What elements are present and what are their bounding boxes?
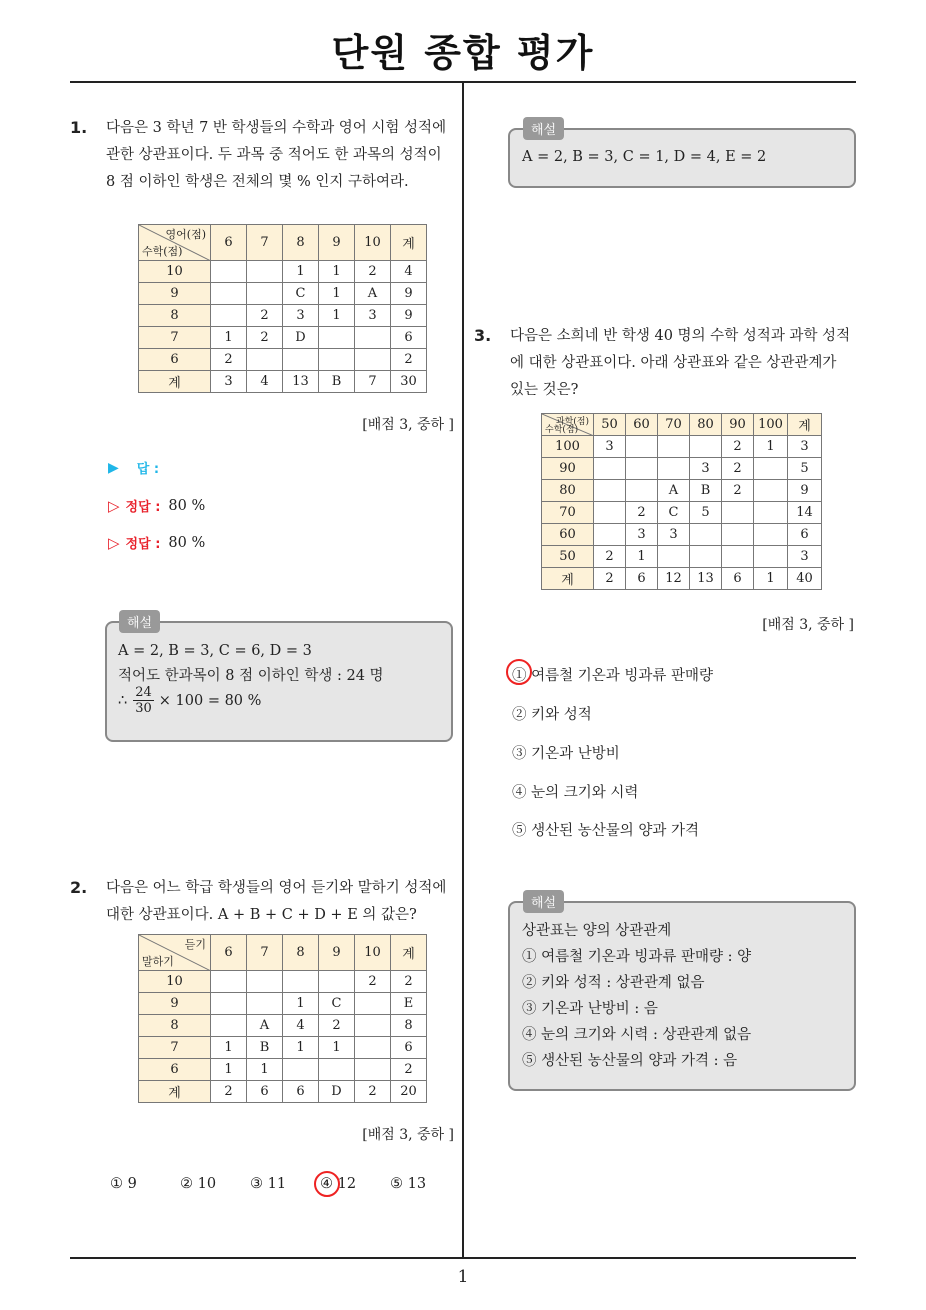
table-row bbox=[139, 283, 427, 305]
table-row bbox=[542, 546, 822, 568]
row-header: 8 bbox=[139, 305, 211, 327]
explanation-tag: 해설 bbox=[523, 890, 564, 913]
correlation-table bbox=[138, 224, 427, 393]
column-header: 9 bbox=[319, 225, 355, 261]
table-cell: 2 bbox=[391, 971, 427, 993]
correct-answer-row bbox=[108, 533, 205, 552]
table-cell: 12 bbox=[658, 568, 690, 590]
table-row bbox=[542, 480, 822, 502]
explanation-tag: 해설 bbox=[119, 610, 160, 633]
table-cell bbox=[247, 971, 283, 993]
choice-option[interactable]: ① 9 bbox=[110, 1176, 137, 1192]
table-cell: 3 bbox=[788, 546, 822, 568]
question-number: 3. bbox=[474, 326, 492, 345]
selected-circle-mark bbox=[314, 1171, 340, 1197]
table-cell: 30 bbox=[391, 371, 427, 393]
row-header: 7 bbox=[139, 1037, 211, 1059]
table-cell: 2 bbox=[722, 436, 754, 458]
page-number: 1 bbox=[457, 1267, 469, 1287]
correlation-table bbox=[138, 934, 427, 1103]
table-cell: 3 bbox=[355, 305, 391, 327]
table-cell: 3 bbox=[788, 436, 822, 458]
table-row bbox=[542, 568, 822, 590]
correct-value: 80 % bbox=[168, 534, 206, 551]
table-cell: 6 bbox=[283, 1081, 319, 1103]
table-cell: 6 bbox=[722, 568, 754, 590]
table-cell: E bbox=[391, 993, 427, 1015]
row-header: 8 bbox=[139, 1015, 211, 1037]
table-row bbox=[139, 305, 427, 327]
column-header: 9 bbox=[319, 935, 355, 971]
row-header: 70 bbox=[542, 502, 594, 524]
table-cell bbox=[355, 1037, 391, 1059]
table-cell bbox=[754, 524, 788, 546]
row-header: 60 bbox=[542, 524, 594, 546]
choice-option[interactable]: ④ 눈의 크기와 시력 bbox=[512, 785, 639, 801]
table-cell bbox=[626, 436, 658, 458]
table-cell: 2 bbox=[722, 458, 754, 480]
explanation-line: ① 여름철 기온과 빙과류 판매량 : 양 bbox=[522, 949, 752, 965]
table-cell: 2 bbox=[247, 327, 283, 349]
table-cell: A bbox=[658, 480, 690, 502]
column-header: 8 bbox=[283, 225, 319, 261]
table-cell: 2 bbox=[211, 349, 247, 371]
table-cell: 2 bbox=[355, 261, 391, 283]
question-text bbox=[510, 323, 860, 404]
table-cell: 6 bbox=[247, 1081, 283, 1103]
corner-top-label: 영어(점) bbox=[165, 228, 206, 241]
column-header: 90 bbox=[722, 414, 754, 436]
table-cell: C bbox=[658, 502, 690, 524]
table-cell bbox=[283, 1059, 319, 1081]
table-row bbox=[139, 1015, 427, 1037]
table-cell bbox=[594, 502, 626, 524]
table-cell bbox=[658, 458, 690, 480]
table-cell bbox=[211, 283, 247, 305]
row-header: 7 bbox=[139, 327, 211, 349]
table-cell: 9 bbox=[391, 283, 427, 305]
table-row bbox=[139, 971, 427, 993]
question-line: 관한 상관표이다. 두 과목 중 적어도 한 과목의 성적이 bbox=[106, 147, 442, 163]
table-cell: 7 bbox=[355, 371, 391, 393]
table-cell: B bbox=[319, 371, 355, 393]
table-cell: 1 bbox=[319, 1037, 355, 1059]
table-cell bbox=[319, 349, 355, 371]
answer-row bbox=[108, 458, 159, 477]
table-cell: C bbox=[283, 283, 319, 305]
row-header: 9 bbox=[139, 283, 211, 305]
therefore-symbol: ∴ bbox=[118, 692, 128, 709]
table-cell: B bbox=[247, 1037, 283, 1059]
table-cell: D bbox=[319, 1081, 355, 1103]
explanation-line: ② 키와 성적 : 상관관계 없음 bbox=[522, 975, 705, 991]
fraction-denominator: 30 bbox=[135, 701, 152, 716]
score-label: [배점 3, 중하 ] bbox=[362, 417, 454, 433]
table-cell: 2 bbox=[355, 971, 391, 993]
table-cell bbox=[355, 349, 391, 371]
table-cell bbox=[355, 1015, 391, 1037]
score-label: [배점 3, 중하 ] bbox=[762, 617, 854, 633]
column-header: 8 bbox=[283, 935, 319, 971]
table-row bbox=[542, 436, 822, 458]
row-header: 10 bbox=[139, 261, 211, 283]
table-cell bbox=[355, 327, 391, 349]
question-text bbox=[106, 115, 456, 196]
column-header: 100 bbox=[754, 414, 788, 436]
table-cell: 1 bbox=[626, 546, 658, 568]
table-cell: 3 bbox=[594, 436, 626, 458]
corner-bottom-label: 수학(점) bbox=[545, 425, 579, 435]
page-title: 단원 종합 평가 bbox=[331, 31, 595, 75]
table-cell bbox=[754, 458, 788, 480]
table-cell bbox=[247, 993, 283, 1015]
table-cell bbox=[247, 283, 283, 305]
table-cell bbox=[722, 546, 754, 568]
answer-label: 답 : bbox=[136, 462, 160, 477]
row-header: 계 bbox=[139, 371, 211, 393]
correct-answer-row bbox=[108, 496, 205, 515]
table-cell: 9 bbox=[391, 305, 427, 327]
table-cell: A bbox=[355, 283, 391, 305]
explanation-line: ⑤ 생산된 농산물의 양과 가격 : 음 bbox=[522, 1053, 738, 1069]
question-line: 8 점 이하인 학생은 전체의 몇 % 인지 구하여라. bbox=[106, 174, 409, 190]
table-cell bbox=[690, 524, 722, 546]
table-cell bbox=[690, 436, 722, 458]
table-cell: 6 bbox=[626, 568, 658, 590]
column-header: 7 bbox=[247, 935, 283, 971]
choice-option[interactable]: ⑤ 13 bbox=[390, 1176, 427, 1192]
table-cell bbox=[283, 971, 319, 993]
row-header: 100 bbox=[542, 436, 594, 458]
table-cell: 9 bbox=[788, 480, 822, 502]
table-row bbox=[139, 1081, 427, 1103]
explanation-body bbox=[522, 918, 751, 1074]
table-cell: 1 bbox=[211, 1037, 247, 1059]
table-row bbox=[139, 1059, 427, 1081]
column-header: 60 bbox=[626, 414, 658, 436]
row-header: 6 bbox=[139, 349, 211, 371]
table-corner bbox=[139, 225, 211, 261]
table-cell: 13 bbox=[283, 371, 319, 393]
table-cell: 1 bbox=[754, 436, 788, 458]
table-cell bbox=[211, 993, 247, 1015]
table-cell bbox=[211, 261, 247, 283]
explanation-line: 적어도 한과목이 8 점 이하인 학생 : 24 명 bbox=[118, 668, 384, 684]
table-cell bbox=[211, 1015, 247, 1037]
table-cell bbox=[754, 502, 788, 524]
choice-option[interactable]: ② 10 bbox=[180, 1176, 217, 1192]
column-header: 10 bbox=[355, 225, 391, 261]
choice-option[interactable]: ⑤ 생산된 농산물의 양과 가격 bbox=[512, 823, 700, 839]
table-cell bbox=[319, 971, 355, 993]
table-cell bbox=[594, 480, 626, 502]
column-header: 80 bbox=[690, 414, 722, 436]
correct-label: 정답 : bbox=[125, 500, 161, 515]
table-cell bbox=[247, 261, 283, 283]
table-cell: 1 bbox=[319, 283, 355, 305]
table-cell: 6 bbox=[391, 1037, 427, 1059]
table-cell: 8 bbox=[391, 1015, 427, 1037]
table-cell: 3 bbox=[690, 458, 722, 480]
column-header: 10 bbox=[355, 935, 391, 971]
table-row bbox=[542, 458, 822, 480]
table-cell bbox=[211, 971, 247, 993]
table-cell: 1 bbox=[247, 1059, 283, 1081]
fraction-numerator: 24 bbox=[135, 685, 152, 700]
table-cell: 2 bbox=[594, 546, 626, 568]
table-cell: 5 bbox=[690, 502, 722, 524]
question-line: 대한 상관표이다. A + B + C + D + E 의 값은? bbox=[106, 907, 417, 923]
explanation-line: ③ 기온과 난방비 : 음 bbox=[522, 1001, 658, 1017]
table-cell: 1 bbox=[283, 261, 319, 283]
table-cell bbox=[319, 1059, 355, 1081]
corner-top-label: 듣기 bbox=[184, 938, 206, 951]
correct-label: 정답 : bbox=[125, 537, 161, 552]
table-cell bbox=[355, 993, 391, 1015]
table-cell: 3 bbox=[658, 524, 690, 546]
question-line: 다음은 소희네 반 학생 40 명의 수학 성적과 과학 성적 bbox=[510, 328, 851, 344]
table-cell: 20 bbox=[391, 1081, 427, 1103]
table-cell bbox=[754, 480, 788, 502]
choice-option[interactable]: ① 여름철 기온과 빙과류 판매량 bbox=[512, 668, 714, 684]
question-line: 에 대한 상관표이다. 아래 상관표와 같은 상관관계가 bbox=[510, 355, 837, 371]
table-cell: 2 bbox=[722, 480, 754, 502]
table-cell bbox=[722, 524, 754, 546]
table-cell bbox=[355, 1059, 391, 1081]
correct-value: 80 % bbox=[168, 497, 206, 514]
table-cell bbox=[722, 502, 754, 524]
table-cell: 3 bbox=[283, 305, 319, 327]
table-cell: 40 bbox=[788, 568, 822, 590]
table-row bbox=[542, 502, 822, 524]
row-header: 50 bbox=[542, 546, 594, 568]
choice-option[interactable]: ③ 기온과 난방비 bbox=[512, 746, 620, 762]
row-header: 9 bbox=[139, 993, 211, 1015]
table-cell: 1 bbox=[319, 305, 355, 327]
bottom-rule bbox=[70, 1257, 856, 1259]
corner-bottom-label: 수학(점) bbox=[142, 245, 183, 258]
table-cell: 1 bbox=[319, 261, 355, 283]
question-line: 있는 것은? bbox=[510, 382, 579, 398]
explanation-tag: 해설 bbox=[523, 117, 564, 140]
column-header: 7 bbox=[247, 225, 283, 261]
table-cell: 6 bbox=[788, 524, 822, 546]
table-cell: 2 bbox=[211, 1081, 247, 1103]
question-line: 다음은 3 학년 7 반 학생들의 수학과 영어 시험 성적에 bbox=[106, 120, 447, 136]
table-cell: 2 bbox=[391, 1059, 427, 1081]
correlation-table bbox=[541, 413, 822, 590]
row-header: 90 bbox=[542, 458, 594, 480]
outline-arrow-icon: ▷ bbox=[108, 496, 120, 515]
table-cell: 2 bbox=[319, 1015, 355, 1037]
table-cell: 4 bbox=[391, 261, 427, 283]
question-number: 2. bbox=[70, 878, 88, 897]
explanation-line: 상관표는 양의 상관관계 bbox=[522, 923, 672, 939]
table-cell: 3 bbox=[626, 524, 658, 546]
explanation-formula bbox=[118, 685, 261, 716]
table-row bbox=[139, 1037, 427, 1059]
question-text bbox=[106, 875, 456, 929]
choice-option[interactable]: ② 키와 성적 bbox=[512, 707, 592, 723]
table-cell: 2 bbox=[355, 1081, 391, 1103]
table-cell: 2 bbox=[391, 349, 427, 371]
play-arrow-icon: ▶ bbox=[108, 459, 119, 476]
table-cell: 1 bbox=[283, 993, 319, 1015]
table-cell: 1 bbox=[211, 327, 247, 349]
row-header: 계 bbox=[542, 568, 594, 590]
table-cell: 2 bbox=[247, 305, 283, 327]
table-row bbox=[139, 349, 427, 371]
explanation-line: A = 2, B = 3, C = 6, D = 3 bbox=[118, 643, 312, 659]
table-cell: 2 bbox=[626, 502, 658, 524]
column-header: 50 bbox=[594, 414, 626, 436]
row-header: 6 bbox=[139, 1059, 211, 1081]
table-cell bbox=[247, 349, 283, 371]
table-cell: 1 bbox=[211, 1059, 247, 1081]
table-cell: 4 bbox=[283, 1015, 319, 1037]
row-header: 계 bbox=[139, 1081, 211, 1103]
column-header: 6 bbox=[211, 935, 247, 971]
column-header: 계 bbox=[391, 935, 427, 971]
table-row bbox=[139, 327, 427, 349]
table-cell: A bbox=[247, 1015, 283, 1037]
table-cell: 4 bbox=[247, 371, 283, 393]
column-header: 6 bbox=[211, 225, 247, 261]
question-line: 다음은 어느 학급 학생들의 영어 듣기와 말하기 성적에 bbox=[106, 880, 447, 896]
row-header: 80 bbox=[542, 480, 594, 502]
table-cell: C bbox=[319, 993, 355, 1015]
table-cell bbox=[690, 546, 722, 568]
table-cell bbox=[658, 546, 690, 568]
choice-option[interactable]: ④ 12 bbox=[320, 1176, 357, 1192]
table-cell: D bbox=[283, 327, 319, 349]
table-cell bbox=[594, 524, 626, 546]
table-cell: 14 bbox=[788, 502, 822, 524]
table-cell: 13 bbox=[690, 568, 722, 590]
table-cell bbox=[626, 480, 658, 502]
explanation-line: ④ 눈의 크기와 시력 : 상관관계 없음 bbox=[522, 1027, 752, 1043]
selected-circle-mark bbox=[506, 659, 532, 685]
table-cell: B bbox=[690, 480, 722, 502]
corner-top-label: 과학(점) bbox=[555, 417, 589, 427]
table-cell bbox=[594, 458, 626, 480]
table-cell bbox=[754, 546, 788, 568]
fraction bbox=[133, 685, 154, 716]
choice-option[interactable]: ③ 11 bbox=[250, 1176, 287, 1192]
table-cell bbox=[319, 327, 355, 349]
table-cell bbox=[283, 349, 319, 371]
column-header: 계 bbox=[788, 414, 822, 436]
column-header: 70 bbox=[658, 414, 690, 436]
corner-bottom-label: 말하기 bbox=[142, 955, 174, 968]
score-label: [배점 3, 중하 ] bbox=[362, 1127, 454, 1143]
table-corner bbox=[542, 414, 594, 436]
table-row bbox=[139, 261, 427, 283]
table-cell: 1 bbox=[754, 568, 788, 590]
table-cell bbox=[658, 436, 690, 458]
formula-rest: × 100 = 80 % bbox=[158, 692, 262, 709]
table-cell bbox=[626, 458, 658, 480]
table-cell: 6 bbox=[391, 327, 427, 349]
table-row bbox=[542, 524, 822, 546]
table-cell bbox=[211, 305, 247, 327]
column-divider bbox=[462, 83, 464, 1258]
table-row bbox=[139, 993, 427, 1015]
row-header: 10 bbox=[139, 971, 211, 993]
table-cell: 2 bbox=[594, 568, 626, 590]
table-cell: 5 bbox=[788, 458, 822, 480]
question-number: 1. bbox=[70, 118, 88, 137]
table-row bbox=[139, 371, 427, 393]
explanation-line: A = 2, B = 3, C = 1, D = 4, E = 2 bbox=[522, 149, 767, 165]
outline-arrow-icon: ▷ bbox=[108, 533, 120, 552]
table-cell: 1 bbox=[283, 1037, 319, 1059]
column-header: 계 bbox=[391, 225, 427, 261]
table-cell: 3 bbox=[211, 371, 247, 393]
table-corner bbox=[139, 935, 211, 971]
